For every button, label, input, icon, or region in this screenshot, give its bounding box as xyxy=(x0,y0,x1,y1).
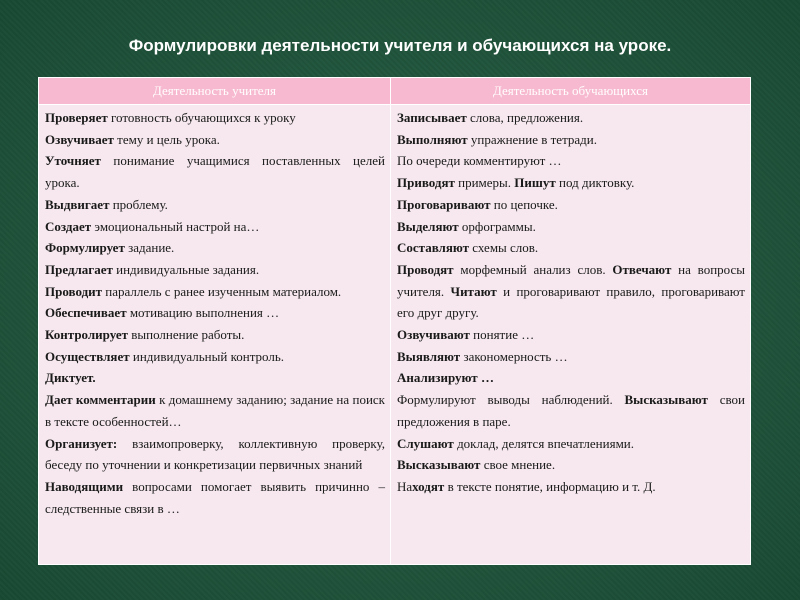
item-text: На xyxy=(397,478,413,494)
item-text: Формулируют выводы наблюдений. xyxy=(397,392,625,408)
bold-verb: Формулирует xyxy=(45,240,125,256)
item-text: упражнение в тетради. xyxy=(467,131,597,147)
bold-verb: Анализируют … xyxy=(397,370,494,386)
item-text: схемы слов. xyxy=(469,240,539,256)
student-activity-item xyxy=(397,194,745,216)
bold-verb: Обеспечивает xyxy=(45,305,127,321)
activities-table xyxy=(38,77,751,565)
teacher-activity-item xyxy=(45,150,385,193)
teacher-activities-cell xyxy=(39,105,391,565)
item-text: параллель с ранее изученным материалом. xyxy=(102,283,342,299)
bold-verb: Предлагает xyxy=(45,261,113,277)
student-activity-item xyxy=(397,150,745,172)
bold-verb: Пишут xyxy=(514,175,556,191)
table-row xyxy=(39,105,751,565)
teacher-activity-item xyxy=(45,237,385,259)
student-activity-item xyxy=(397,454,745,476)
item-text: эмоциональный настрой на… xyxy=(91,218,260,234)
bold-verb: Проверяет xyxy=(45,110,108,125)
student-activity-item xyxy=(397,172,745,194)
item-text: свое мнение. xyxy=(480,457,556,473)
header-teacher: Деятельность учителя xyxy=(39,78,391,105)
student-activity-item xyxy=(397,259,745,324)
teacher-activity-item xyxy=(45,107,385,129)
teacher-activity-item xyxy=(45,346,385,368)
bold-verb: Создает xyxy=(45,218,92,234)
student-activity-item xyxy=(397,389,745,432)
item-text: индивидуальные задания. xyxy=(112,261,260,277)
student-activity-item xyxy=(397,476,745,498)
bold-verb: Выполняют xyxy=(397,131,468,147)
item-text: слова, предложения. xyxy=(466,110,584,125)
bold-verb: Организует: xyxy=(45,435,118,451)
student-activity-item xyxy=(397,346,745,368)
item-text: закономерность … xyxy=(460,348,568,364)
bold-verb: Дает комментарии xyxy=(45,392,156,408)
item-text: к домашнему заданию; задание на поиск в тексте особенностей… xyxy=(45,392,385,429)
student-activity-item xyxy=(397,216,745,238)
teacher-activity-item xyxy=(45,302,385,324)
student-activity-item xyxy=(397,367,745,389)
bold-verb: Наводящими xyxy=(45,478,124,494)
student-activity-item xyxy=(397,324,745,346)
bold-verb: Озвучивают xyxy=(397,327,470,343)
item-text: мотивацию выполнения … xyxy=(126,305,280,321)
item-text: индивидуальный контроль. xyxy=(129,348,285,364)
teacher-activity-item xyxy=(45,129,385,151)
bold-verb: Записывает xyxy=(397,110,467,125)
student-activity-item xyxy=(397,237,745,259)
teacher-activity-item xyxy=(45,259,385,281)
item-text: готовность обучающихся к уроку xyxy=(107,110,296,125)
item-text: задание. xyxy=(124,240,175,256)
slide-title: Формулировки деятельности учителя и обучающихся на уроке. xyxy=(128,36,672,55)
item-text: морфемный анализ слов. xyxy=(453,261,613,277)
item-text: примеры. xyxy=(454,175,515,191)
teacher-activity-item xyxy=(45,389,385,432)
item-text: понимание учащимися поставленных целей урока. xyxy=(45,153,385,191)
item-text: по цепочке. xyxy=(490,196,558,212)
student-activity-item xyxy=(397,107,745,129)
teacher-activity-item xyxy=(45,476,385,519)
item-text: орфограммы. xyxy=(458,218,536,234)
bold-verb: Озвучивает xyxy=(45,131,114,147)
item-text: под диктовку. xyxy=(555,175,635,191)
item-text: По очереди комментируют … xyxy=(397,153,562,169)
teacher-activity-item xyxy=(45,194,385,216)
item-text: вопросами помогает выявить причинно – следственные связи в … xyxy=(45,478,385,516)
item-text: выполнение работы. xyxy=(127,327,245,343)
bold-verb: Уточняет xyxy=(45,153,101,169)
bold-verb: Контролирует xyxy=(45,327,128,343)
bold-verb: Осуществляет xyxy=(45,348,130,364)
bold-verb: Высказывают xyxy=(397,457,481,473)
bold-verb: Выявляют xyxy=(397,348,461,364)
item-text: на вопросы учителя. xyxy=(397,261,745,299)
header-students: Деятельность обучающихся xyxy=(391,78,751,105)
student-activity-item xyxy=(397,129,745,151)
table-header-row xyxy=(39,78,751,105)
bold-verb: Проводит xyxy=(45,283,103,299)
teacher-activity-item xyxy=(45,433,385,476)
teacher-activity-item xyxy=(45,367,385,389)
item-text: и проговаривают правило, проговаривают его друг другу. xyxy=(397,283,745,321)
teacher-activity-item xyxy=(45,216,385,238)
item-text: свои предложения в паре. xyxy=(397,392,746,429)
item-text: тему и цель урока. xyxy=(113,131,220,147)
teacher-activity-item xyxy=(45,281,385,303)
bold-verb: Отвечают xyxy=(612,261,672,277)
bold-verb: Слушают xyxy=(397,435,454,451)
bold-verb: Высказывают xyxy=(624,392,708,408)
bold-verb: Выдвигает xyxy=(45,196,110,212)
bold-verb: Приводят xyxy=(397,175,455,191)
bold-verb: Проговаривают xyxy=(397,196,491,212)
item-text: в тексте понятие, информацию и т. Д. xyxy=(444,478,656,494)
teacher-activity-item xyxy=(45,324,385,346)
bold-verb: Проводят xyxy=(397,261,454,277)
item-text: доклад, делятся впечатлениями. xyxy=(453,435,635,451)
bold-verb: Диктует. xyxy=(45,370,96,386)
item-text: проблему. xyxy=(109,196,168,212)
student-activities-cell xyxy=(391,105,751,565)
student-activity-item xyxy=(397,433,745,455)
item-text: взаимопроверку, коллективную проверку, беседу по уточнении и конкретизации первичных знаний xyxy=(45,435,385,473)
item-text: понятие … xyxy=(469,327,535,343)
bold-verb: ходят xyxy=(412,478,445,494)
bold-verb: Выделяют xyxy=(397,218,459,234)
bold-verb: Читают xyxy=(450,283,497,299)
bold-verb: Составляют xyxy=(397,240,470,256)
